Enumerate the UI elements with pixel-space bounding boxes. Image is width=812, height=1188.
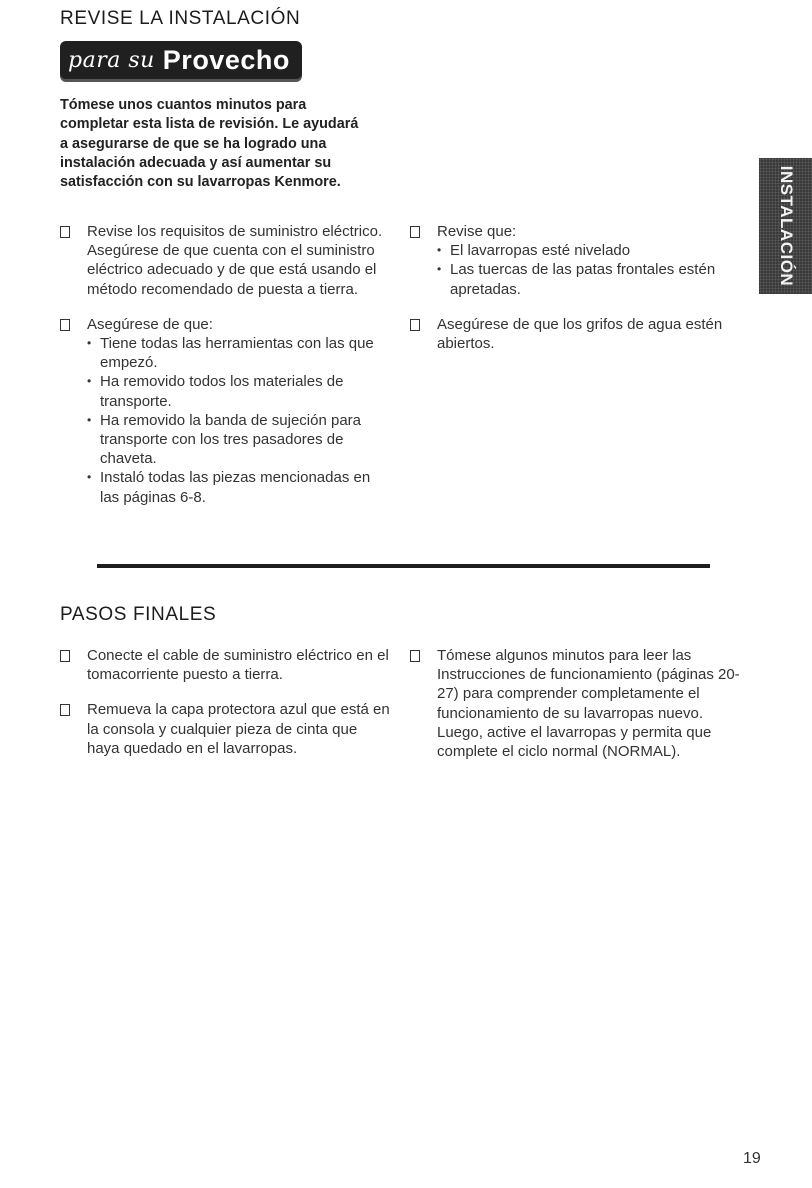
checkbox-icon[interactable] xyxy=(60,319,70,331)
page-title: REVISE LA INSTALACIÓN xyxy=(60,8,301,29)
section-divider xyxy=(97,564,710,568)
checkbox-icon[interactable] xyxy=(410,319,420,331)
page-number: 19 xyxy=(743,1150,761,1167)
final-step-item xyxy=(60,700,390,758)
side-tab-label: INSTALACIÓN xyxy=(776,165,796,287)
checkbox-icon[interactable] xyxy=(60,650,70,662)
bullet-item: • Tiene todas las herramientas con las que empezó. xyxy=(87,334,390,372)
bullet-item: • El lavarropas esté nivelado xyxy=(437,241,730,260)
final-step-item xyxy=(410,646,740,761)
final-step-text: Conecte el cable de suministro eléctrico en el tomacorriente puesto a tierra. xyxy=(87,647,389,684)
final-step-text: Tómese algunos minutos para leer las Instrucciones de funcionamiento (páginas 20-27) para comprender completamente el funcionamiento de su lavarropas nuevo. Luego, active el lavarropas y permita que complete el ciclo normal (NORMAL). xyxy=(437,647,740,761)
checkbox-icon[interactable] xyxy=(60,226,70,238)
bullet-item: • Ha removido todos los materiales de transporte. xyxy=(87,372,390,410)
checklist-right-column xyxy=(410,222,730,369)
checkbox-icon[interactable] xyxy=(410,226,420,238)
checklist-item-level xyxy=(410,222,730,299)
para-su-provecho-banner xyxy=(60,41,302,79)
banner-word: Provecho xyxy=(162,44,290,75)
final-step-item xyxy=(60,646,390,684)
bullet-item: • Ha removido la banda de sujeción para transporte con los tres pasadores de chaveta. xyxy=(87,411,390,469)
checklist-item-text: Asegúrese de que los grifos de agua estén abiertos. xyxy=(437,315,723,353)
banner-script-text: para su xyxy=(68,47,155,73)
checklist-item-text: Revise los requisitos de suministro eléctrico. Asegúrese de que cuenta con el suministro eléctrico adecuado y de que está usando el método recomendado de puesta a tierra. xyxy=(87,223,383,298)
final-steps-right-column xyxy=(410,646,740,777)
final-steps-left-column xyxy=(60,646,390,774)
section-side-tab xyxy=(759,158,812,294)
checkbox-icon[interactable] xyxy=(60,704,70,716)
checkbox-icon[interactable] xyxy=(410,650,420,662)
intro-paragraph: Tómese unos cuantos minutos para completar esta lista de revisión. Le ayudará a asegurarse de que se ha logrado una instalación adecuada y así aumentar su satisfacción con su lavarropas Kenmore. xyxy=(60,97,359,191)
final-step-text: Remueva la capa protectora azul que está en la consola y cualquier pieza de cinta que haya quedado en el lavarropas. xyxy=(87,701,390,757)
bullet-item: • Las tuercas de las patas frontales estén apretadas. xyxy=(437,260,730,298)
checklist-item-verify xyxy=(60,315,390,507)
checklist-item-electrical xyxy=(60,222,390,299)
checklist-item-water-faucets xyxy=(410,315,730,353)
bullet-item: • Instaló todas las piezas mencionadas en las páginas 6-8. xyxy=(87,468,390,506)
bullet-list xyxy=(437,241,730,299)
checklist-item-text: Asegúrese de que: xyxy=(87,315,213,333)
checklist-item-text: Revise que: xyxy=(437,223,517,240)
checklist-left-column xyxy=(60,222,390,523)
final-steps-title: PASOS FINALES xyxy=(60,604,217,625)
bullet-list xyxy=(87,334,390,507)
